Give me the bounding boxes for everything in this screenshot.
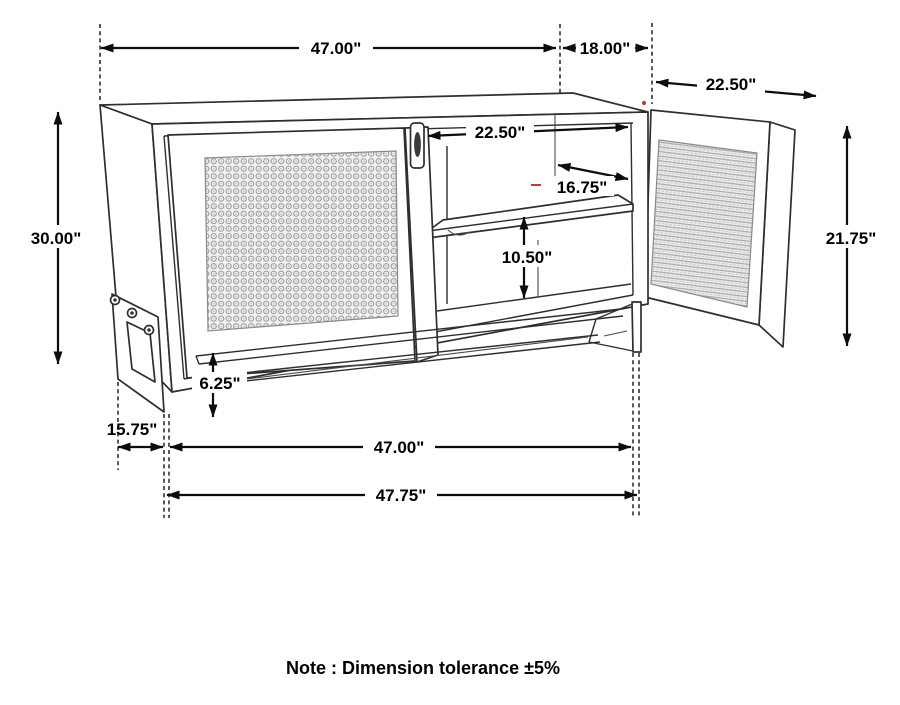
dim-overall-height-label: 30.00" bbox=[30, 229, 82, 248]
left-door bbox=[168, 128, 415, 378]
knob-dot bbox=[113, 298, 117, 302]
right-sled-front-leg bbox=[632, 302, 641, 352]
dim-base-height-label: 6.25" bbox=[199, 374, 241, 393]
dim-overall-width-label: 47.75" bbox=[375, 486, 427, 505]
dim-inner-depth-label: 16.75" bbox=[556, 178, 608, 197]
dim-door-height-label: 21.75" bbox=[825, 229, 877, 248]
dim-open-door-depth-label: 22.50" bbox=[705, 75, 757, 94]
dim-base-width-label: 47.00" bbox=[373, 438, 425, 457]
right-door-mesh-panel bbox=[651, 140, 757, 307]
dim-top-width-label: 47.00" bbox=[310, 39, 362, 58]
door-handle bbox=[414, 132, 421, 157]
red-reference-dot bbox=[642, 101, 646, 105]
knob-dot bbox=[147, 328, 151, 332]
left-door-mesh-panel bbox=[205, 151, 398, 331]
dim-inner-height-label: 10.50" bbox=[501, 248, 553, 267]
tolerance-note: Note : Dimension tolerance ±5% bbox=[286, 658, 560, 678]
dim-side-width-label: 15.75" bbox=[106, 420, 158, 439]
dim-top-side-depth-label: 18.00" bbox=[579, 39, 631, 58]
knob-dot bbox=[130, 311, 134, 315]
dim-inner-width-label: 22.50" bbox=[474, 123, 526, 142]
